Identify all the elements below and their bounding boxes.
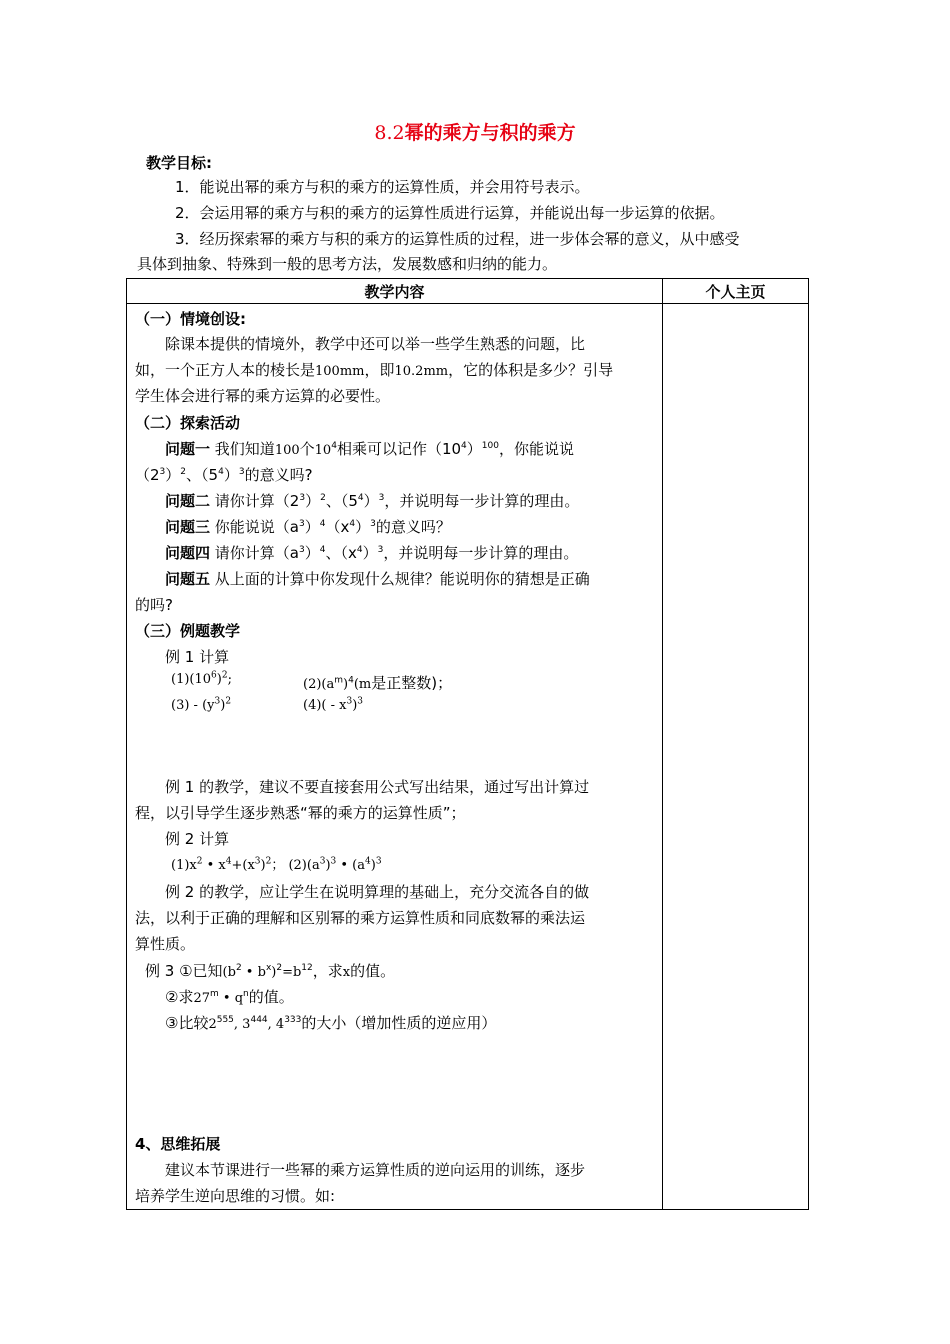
ex1-3a: (3) - (y bbox=[171, 698, 215, 713]
objective-3: 3．经历探索幂的乘方与积的乘方的运算性质的过程，进一步体会幂的意义，从中感受 bbox=[175, 230, 740, 248]
ex3-2c: m bbox=[210, 989, 219, 999]
q5-label: 问题五 bbox=[165, 570, 211, 588]
ex2-f: 3 bbox=[254, 856, 261, 867]
ex1-1b: 6 bbox=[211, 670, 217, 681]
q1-h: ） bbox=[466, 440, 482, 458]
ex1-2a: (2)(a bbox=[303, 677, 335, 692]
ex3-i: 12 bbox=[301, 963, 313, 973]
q1-b: 100 bbox=[274, 443, 300, 458]
page-title bbox=[0, 118, 950, 145]
ex2-j: 3 bbox=[319, 856, 326, 867]
objective-1: 1．能说出幂的乘方与积的乘方的运算性质，并会用符号表示。 bbox=[175, 178, 590, 196]
q1-l2a: （2 bbox=[135, 466, 160, 484]
ex3-g: 2 bbox=[276, 963, 283, 973]
s2-heading: （二）探索活动 bbox=[135, 414, 241, 432]
q3-label: 问题三 bbox=[165, 518, 211, 536]
q3-a: 你能说说（a bbox=[214, 518, 299, 536]
ex2-c: • x bbox=[202, 858, 226, 873]
q2-b: 3 bbox=[299, 493, 306, 503]
ex2-p: 3 bbox=[375, 856, 382, 867]
ex1-1d: 2 bbox=[221, 670, 228, 681]
q1-l2i: 的意义吗? bbox=[244, 466, 313, 484]
ex1-4c: ) bbox=[352, 698, 358, 713]
ex3-2f: 的值。 bbox=[248, 988, 294, 1006]
q1-j: ，你能说说 bbox=[498, 440, 574, 458]
ex2-e: +(x bbox=[231, 858, 255, 873]
q1-label: 问题一 bbox=[165, 440, 211, 458]
s1-p2c: ，即 bbox=[364, 361, 395, 379]
ex1-3c: ) bbox=[220, 698, 226, 713]
s1-p2b: 100mm bbox=[315, 364, 365, 379]
s1-heading: （一）情境创设: bbox=[135, 310, 246, 328]
ex3-item-1 bbox=[145, 960, 665, 981]
q2-f: 4 bbox=[357, 493, 364, 503]
ex3-h: =b bbox=[282, 965, 302, 980]
q1-l2d: 2 bbox=[180, 467, 187, 477]
q3-i: 的意义吗？ bbox=[375, 518, 451, 536]
ex1-4b: 3 bbox=[346, 696, 353, 707]
question-2 bbox=[165, 490, 685, 511]
objective-2: 2．会运用幂的乘方与积的乘方的运算性质进行运算，并能说出每一步运算的依据。 bbox=[175, 204, 725, 222]
ex2-b: 2 bbox=[196, 856, 203, 867]
ex2-g: ) bbox=[260, 858, 266, 873]
q4-e: 、（x bbox=[325, 544, 357, 562]
question-1 bbox=[165, 438, 685, 459]
ex1-2e: (m bbox=[353, 677, 372, 692]
q4-c: ） bbox=[304, 544, 320, 562]
s4-p1: 建议本节课进行一些幂的乘方运算性质的逆向运用的训练，逐步 bbox=[165, 1161, 586, 1179]
q1-l2f: 4 bbox=[218, 467, 224, 477]
ex1-1a: (1)(10 bbox=[171, 672, 212, 687]
q1-g: 4 bbox=[461, 441, 467, 451]
title-text: 幂的乘方与积的乘方 bbox=[404, 122, 576, 144]
q4-i: ，并说明每一步计算的理由。 bbox=[383, 544, 579, 562]
ex1-2b: m bbox=[334, 675, 344, 686]
q2-c: ） bbox=[305, 492, 321, 510]
ex1-4d: 3 bbox=[357, 696, 364, 707]
s1-p1: 除课本提供的情境外，教学中还可以举一些学生熟悉的问题，比 bbox=[165, 335, 586, 353]
ex2-i: ； (2)(a bbox=[271, 858, 320, 873]
q5-a: 从上面的计算中你发现什么规律？能说明你的猜想是正确 bbox=[214, 570, 590, 588]
question-1-cont bbox=[135, 464, 655, 485]
ex1-title: 例 1 计算 bbox=[165, 648, 230, 666]
q3-c: ） bbox=[304, 518, 320, 536]
question-3 bbox=[165, 516, 685, 537]
s4-p2: 培养学生逆向思维的习惯。如: bbox=[135, 1187, 336, 1205]
ex3-3h: 的大小（增加性质的逆应用） bbox=[301, 1014, 497, 1032]
ex3-2d: • q bbox=[218, 991, 244, 1006]
s1-p2d: 10.2mm bbox=[394, 364, 449, 379]
ex3-item-3 bbox=[165, 1012, 685, 1033]
q3-f: 4 bbox=[349, 519, 356, 529]
q1-l2b: 3 bbox=[159, 467, 166, 477]
ex1-3b: 3 bbox=[214, 696, 221, 707]
ex2-l: 3 bbox=[330, 856, 337, 867]
q4-d: 4 bbox=[319, 545, 326, 555]
q2-label: 问题二 bbox=[165, 492, 211, 510]
ex2-d: 4 bbox=[225, 856, 232, 867]
question-4 bbox=[165, 542, 685, 563]
s1-p3: 学生体会进行幂的乘方运算的必要性。 bbox=[135, 387, 391, 405]
q1-l2g: ） bbox=[223, 466, 239, 484]
q4-b: 3 bbox=[299, 545, 305, 555]
ex3-3e: 444 bbox=[250, 1015, 268, 1025]
q1-a: 我们知道 bbox=[214, 440, 275, 458]
ex1-item-4 bbox=[303, 698, 823, 713]
ex3-f: ) bbox=[271, 965, 277, 980]
s4-heading: 4、思维拓展 bbox=[135, 1135, 221, 1153]
q1-i: 100 bbox=[481, 441, 499, 451]
q1-c: 个 bbox=[299, 440, 315, 458]
q2-i: ，并说明每一步计算的理由。 bbox=[384, 492, 580, 510]
s3-heading: （三）例题教学 bbox=[135, 622, 241, 640]
ex3-3b: 2 bbox=[208, 1017, 217, 1032]
ex1-4a: (4)( - x bbox=[303, 698, 347, 713]
q2-d: 2 bbox=[320, 493, 326, 503]
ex2-m: • (a bbox=[336, 858, 366, 873]
q4-label: 问题四 bbox=[165, 544, 211, 562]
ex3-3f: , 4 bbox=[267, 1017, 285, 1032]
q1-e: 4 bbox=[331, 441, 337, 451]
ex2-h: 2 bbox=[265, 856, 272, 867]
q2-g: ） bbox=[363, 492, 379, 510]
ex3-3c: 555 bbox=[216, 1015, 234, 1025]
q4-a: 请你计算（a bbox=[214, 544, 299, 562]
s1-p2a: 如，一个正方人本的棱长是 bbox=[135, 361, 316, 379]
ex1-2d: 4 bbox=[348, 675, 354, 686]
ex2-a: (1)x bbox=[171, 858, 197, 873]
ex3-3d: , 3 bbox=[233, 1017, 251, 1032]
ex1-1c: ) bbox=[216, 672, 222, 687]
objectives-heading: 教学目标: bbox=[146, 154, 212, 172]
q1-l2e: 、（5 bbox=[186, 466, 219, 484]
ex3-2b: 27 bbox=[193, 991, 210, 1006]
ex1-item-2 bbox=[303, 672, 823, 693]
ex3-2e: n bbox=[243, 989, 249, 999]
ex2-title: 例 2 计算 bbox=[165, 830, 230, 848]
q2-h: 3 bbox=[378, 493, 385, 503]
ex3-k: x bbox=[342, 965, 351, 980]
ex2-note-1: 例 2 的教学，应让学生在说明算理的基础上，充分交流各自的做 bbox=[165, 883, 590, 901]
content-cell bbox=[127, 304, 663, 1210]
ex1-2f: 是正整数)； bbox=[371, 674, 453, 692]
q3-e: （x bbox=[325, 518, 350, 536]
ex1-1e: ; bbox=[227, 672, 232, 687]
ex1-3d: 2 bbox=[225, 696, 232, 707]
ex3-3g: 333 bbox=[284, 1015, 302, 1025]
ex2-n: 4 bbox=[365, 856, 371, 867]
header-content: 教学内容 bbox=[127, 279, 663, 304]
q1-l2h: 3 bbox=[238, 467, 245, 477]
ex2-items bbox=[171, 854, 691, 873]
q3-h: 3 bbox=[370, 519, 376, 529]
q1-f: 相乘可以记作（10 bbox=[336, 440, 462, 458]
s1-p2 bbox=[135, 359, 655, 380]
ex3-a: 例 3 ①已知 bbox=[145, 962, 223, 980]
q4-h: 3 bbox=[377, 545, 384, 555]
question-5 bbox=[165, 568, 685, 589]
ex3-c: 2 bbox=[235, 963, 242, 973]
q3-d: 4 bbox=[319, 519, 326, 529]
question-5-cont: 的吗? bbox=[135, 596, 173, 614]
title-number: 8.2 bbox=[374, 122, 405, 144]
ex3-d: • b bbox=[241, 965, 266, 980]
ex1-note-1: 例 1 的教学，建议不要直接套用公式写出结果，通过写出计算过 bbox=[165, 778, 590, 796]
q1-l2c: ） bbox=[165, 466, 181, 484]
ex3-b: (b bbox=[222, 965, 236, 980]
q3-b: 3 bbox=[299, 519, 305, 529]
ex2-k: ) bbox=[325, 858, 331, 873]
objective-3-cont: 具体到抽象、特殊到一般的思考方法，发展数感和归纳的能力。 bbox=[137, 255, 558, 273]
q2-e: 、（5 bbox=[325, 492, 358, 510]
q1-d: 10 bbox=[314, 443, 332, 458]
ex3-e: x bbox=[265, 963, 272, 973]
q4-f: 4 bbox=[356, 545, 363, 555]
lesson-table bbox=[126, 278, 809, 1210]
ex2-note-2: 法，以利于正确的理解和区别幂的乘方运算性质和同底数幂的乘法运 bbox=[135, 909, 586, 927]
ex3-l: 的值。 bbox=[350, 962, 396, 980]
ex1-2c: ) bbox=[343, 677, 349, 692]
ex1-note-2: 程，以引导学生逐步熟悉“幂的乘方的运算性质”； bbox=[135, 804, 466, 822]
ex3-2a: ②求 bbox=[165, 988, 194, 1006]
ex2-o: ) bbox=[370, 858, 376, 873]
q2-a: 请你计算（2 bbox=[214, 492, 300, 510]
q3-g: ） bbox=[355, 518, 371, 536]
ex3-item-2 bbox=[165, 986, 685, 1007]
ex2-note-3: 算性质。 bbox=[135, 935, 196, 953]
ex3-3a: ③比较 bbox=[165, 1014, 209, 1032]
s1-p2e: ，它的体积是多少？引导 bbox=[448, 361, 614, 379]
ex3-j: ，求 bbox=[312, 962, 343, 980]
q4-g: ） bbox=[362, 544, 378, 562]
header-personal: 个人主页 bbox=[663, 279, 809, 304]
